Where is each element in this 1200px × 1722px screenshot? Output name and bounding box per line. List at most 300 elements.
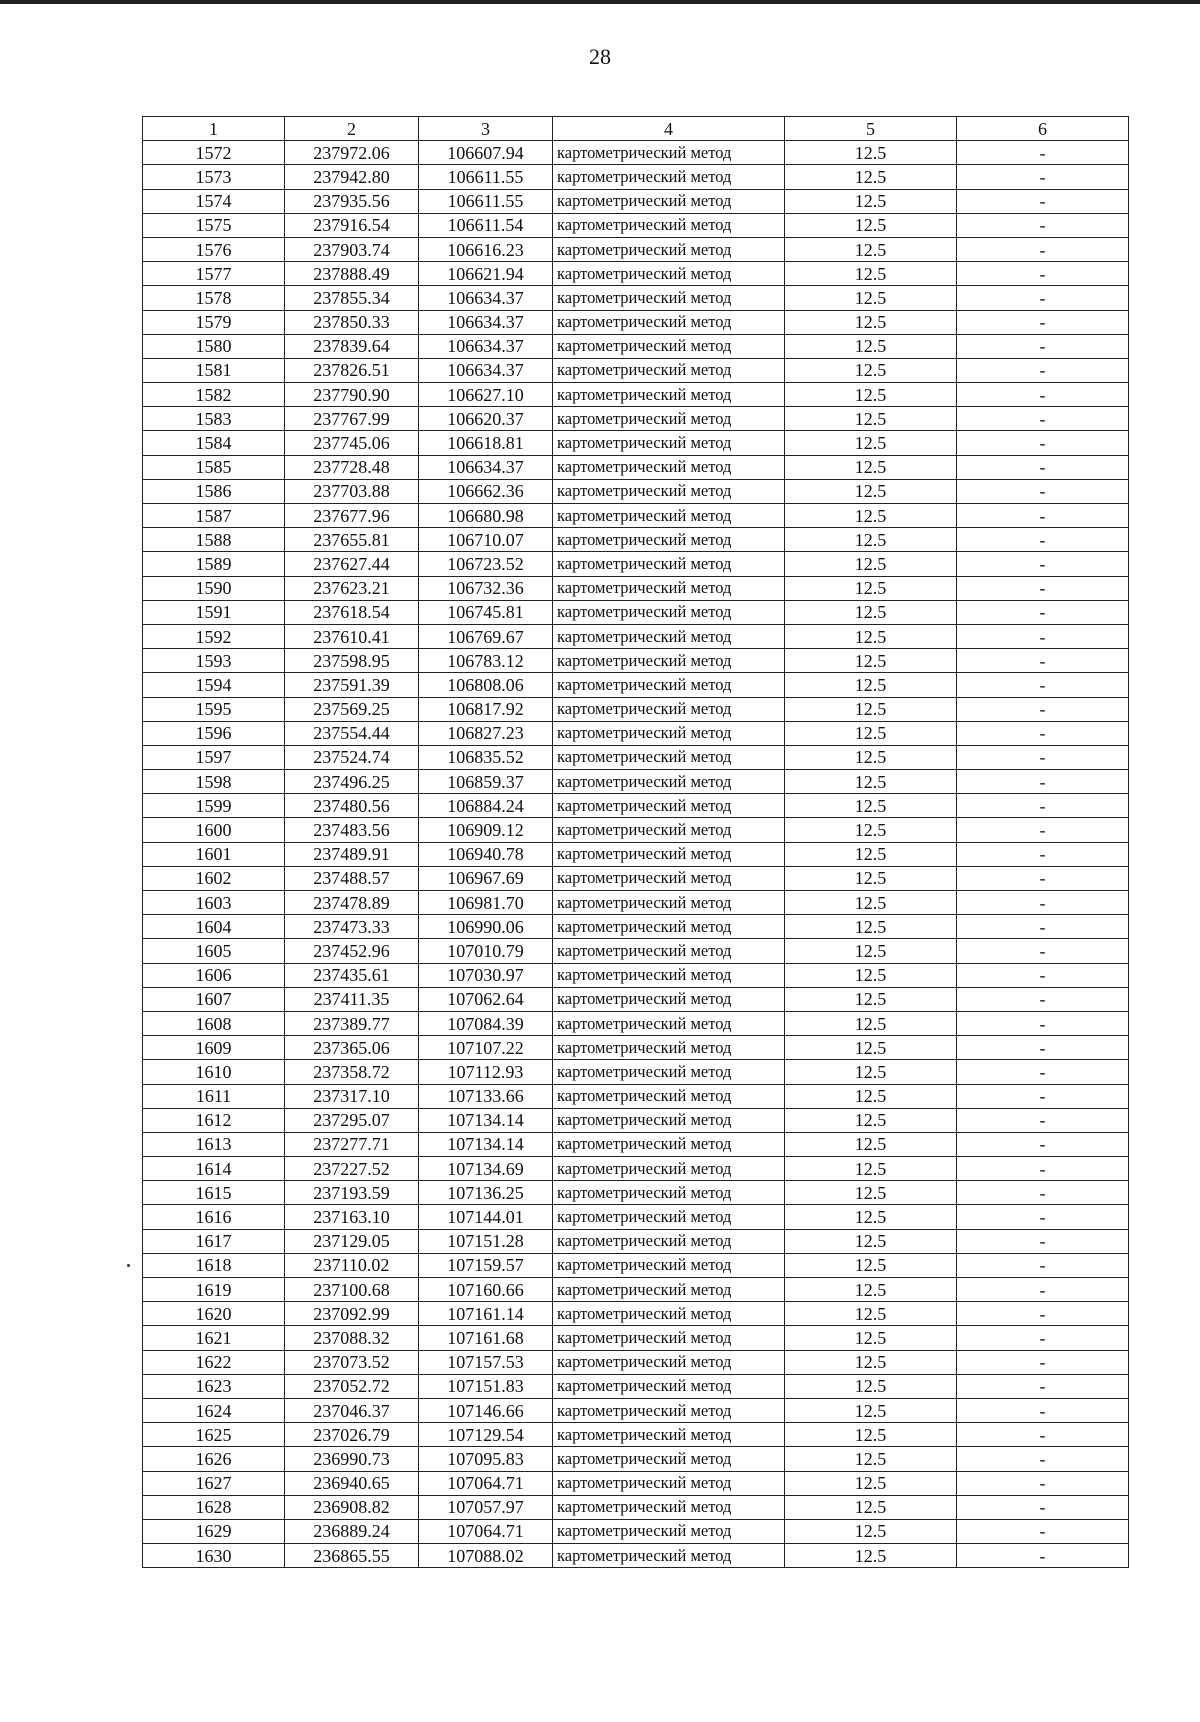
- coordinates-table: [142, 116, 1129, 1568]
- accuracy-cell: 12.5: [785, 1447, 957, 1471]
- method-cell: картометрический метод: [553, 141, 785, 165]
- point-number-cell: 1616: [143, 1205, 285, 1229]
- table-row: [143, 334, 1129, 358]
- y-coordinate-cell: 106732.36: [419, 576, 553, 600]
- y-coordinate-cell: 106607.94: [419, 141, 553, 165]
- y-coordinate-cell: 106621.94: [419, 262, 553, 286]
- x-coordinate-cell: 237365.06: [285, 1036, 419, 1060]
- note-cell: -: [957, 963, 1129, 987]
- y-coordinate-cell: 107084.39: [419, 1011, 553, 1035]
- method-cell: картометрический метод: [553, 794, 785, 818]
- table-row: [143, 1181, 1129, 1205]
- x-coordinate-cell: 237728.48: [285, 455, 419, 479]
- method-cell: картометрический метод: [553, 1181, 785, 1205]
- method-cell: картометрический метод: [553, 407, 785, 431]
- y-coordinate-cell: 106835.52: [419, 745, 553, 769]
- table-row: [143, 1036, 1129, 1060]
- method-cell: картометрический метод: [553, 600, 785, 624]
- table-row: [143, 1326, 1129, 1350]
- x-coordinate-cell: 236865.55: [285, 1544, 419, 1568]
- note-cell: -: [957, 383, 1129, 407]
- note-cell: -: [957, 818, 1129, 842]
- y-coordinate-cell: 107010.79: [419, 939, 553, 963]
- note-cell: -: [957, 310, 1129, 334]
- y-coordinate-cell: 106940.78: [419, 842, 553, 866]
- point-number-cell: 1591: [143, 600, 285, 624]
- accuracy-cell: 12.5: [785, 600, 957, 624]
- point-number-cell: 1595: [143, 697, 285, 721]
- point-number-cell: 1582: [143, 383, 285, 407]
- accuracy-cell: 12.5: [785, 1398, 957, 1422]
- y-coordinate-cell: 106616.23: [419, 237, 553, 261]
- accuracy-cell: 12.5: [785, 1350, 957, 1374]
- method-cell: картометрический метод: [553, 1132, 785, 1156]
- table-row: [143, 818, 1129, 842]
- point-number-cell: 1593: [143, 649, 285, 673]
- note-cell: -: [957, 721, 1129, 745]
- point-number-cell: 1624: [143, 1398, 285, 1422]
- note-cell: -: [957, 576, 1129, 600]
- x-coordinate-cell: 237480.56: [285, 794, 419, 818]
- method-cell: картометрический метод: [553, 624, 785, 648]
- table-row: [143, 1495, 1129, 1519]
- accuracy-cell: 12.5: [785, 939, 957, 963]
- method-cell: картометрический метод: [553, 334, 785, 358]
- table-row: [143, 1132, 1129, 1156]
- accuracy-cell: 12.5: [785, 576, 957, 600]
- method-cell: картометрический метод: [553, 383, 785, 407]
- y-coordinate-cell: 106884.24: [419, 794, 553, 818]
- table-row: [143, 1084, 1129, 1108]
- point-number-cell: 1621: [143, 1326, 285, 1350]
- table-row: [143, 891, 1129, 915]
- accuracy-cell: 12.5: [785, 1036, 957, 1060]
- x-coordinate-cell: 237935.56: [285, 189, 419, 213]
- column-header: 2: [285, 117, 419, 141]
- point-number-cell: 1619: [143, 1278, 285, 1302]
- point-number-cell: 1599: [143, 794, 285, 818]
- point-number-cell: 1586: [143, 479, 285, 503]
- x-coordinate-cell: 237110.02: [285, 1253, 419, 1277]
- x-coordinate-cell: 237524.74: [285, 745, 419, 769]
- x-coordinate-cell: 237888.49: [285, 262, 419, 286]
- point-number-cell: 1587: [143, 504, 285, 528]
- y-coordinate-cell: 107161.68: [419, 1326, 553, 1350]
- column-header: 5: [785, 117, 957, 141]
- accuracy-cell: 12.5: [785, 818, 957, 842]
- x-coordinate-cell: 237163.10: [285, 1205, 419, 1229]
- point-number-cell: 1613: [143, 1132, 285, 1156]
- note-cell: -: [957, 1253, 1129, 1277]
- accuracy-cell: 12.5: [785, 407, 957, 431]
- point-number-cell: 1578: [143, 286, 285, 310]
- x-coordinate-cell: 237554.44: [285, 721, 419, 745]
- column-header: 6: [957, 117, 1129, 141]
- point-number-cell: 1580: [143, 334, 285, 358]
- point-number-cell: 1585: [143, 455, 285, 479]
- y-coordinate-cell: 107129.54: [419, 1423, 553, 1447]
- method-cell: картометрический метод: [553, 770, 785, 794]
- y-coordinate-cell: 106627.10: [419, 383, 553, 407]
- point-number-cell: 1628: [143, 1495, 285, 1519]
- method-cell: картометрический метод: [553, 1229, 785, 1253]
- note-cell: -: [957, 1011, 1129, 1035]
- accuracy-cell: 12.5: [785, 1084, 957, 1108]
- method-cell: картометрический метод: [553, 189, 785, 213]
- method-cell: картометрический метод: [553, 479, 785, 503]
- table-row: [143, 1011, 1129, 1035]
- x-coordinate-cell: 237073.52: [285, 1350, 419, 1374]
- x-coordinate-cell: 237358.72: [285, 1060, 419, 1084]
- y-coordinate-cell: 106783.12: [419, 649, 553, 673]
- point-number-cell: 1603: [143, 891, 285, 915]
- note-cell: -: [957, 939, 1129, 963]
- accuracy-cell: 12.5: [785, 649, 957, 673]
- accuracy-cell: 12.5: [785, 1011, 957, 1035]
- accuracy-cell: 12.5: [785, 1519, 957, 1543]
- y-coordinate-cell: 106990.06: [419, 915, 553, 939]
- table-row: [143, 504, 1129, 528]
- note-cell: -: [957, 1544, 1129, 1568]
- y-coordinate-cell: 107030.97: [419, 963, 553, 987]
- accuracy-cell: 12.5: [785, 915, 957, 939]
- scan-top-edge: [0, 0, 1200, 4]
- table-row: [143, 479, 1129, 503]
- accuracy-cell: 12.5: [785, 1108, 957, 1132]
- accuracy-cell: 12.5: [785, 1423, 957, 1447]
- accuracy-cell: 12.5: [785, 504, 957, 528]
- method-cell: картометрический метод: [553, 1278, 785, 1302]
- y-coordinate-cell: 106620.37: [419, 407, 553, 431]
- method-cell: картометрический метод: [553, 576, 785, 600]
- table-row: [143, 963, 1129, 987]
- note-cell: -: [957, 1374, 1129, 1398]
- table-row: [143, 673, 1129, 697]
- table-row: [143, 431, 1129, 455]
- accuracy-cell: 12.5: [785, 431, 957, 455]
- method-cell: картометрический метод: [553, 213, 785, 237]
- page-number: 28: [589, 44, 611, 69]
- accuracy-cell: 12.5: [785, 141, 957, 165]
- y-coordinate-cell: 107057.97: [419, 1495, 553, 1519]
- accuracy-cell: 12.5: [785, 358, 957, 382]
- method-cell: картометрический метод: [553, 1253, 785, 1277]
- x-coordinate-cell: 237850.33: [285, 310, 419, 334]
- y-coordinate-cell: 107064.71: [419, 1471, 553, 1495]
- y-coordinate-cell: 107136.25: [419, 1181, 553, 1205]
- method-cell: картометрический метод: [553, 310, 785, 334]
- y-coordinate-cell: 107088.02: [419, 1544, 553, 1568]
- y-coordinate-cell: 107160.66: [419, 1278, 553, 1302]
- y-coordinate-cell: 106680.98: [419, 504, 553, 528]
- y-coordinate-cell: 106634.37: [419, 334, 553, 358]
- x-coordinate-cell: 236990.73: [285, 1447, 419, 1471]
- y-coordinate-cell: 107107.22: [419, 1036, 553, 1060]
- table-row: [143, 407, 1129, 431]
- point-number-cell: 1606: [143, 963, 285, 987]
- y-coordinate-cell: 107159.57: [419, 1253, 553, 1277]
- table-row: [143, 358, 1129, 382]
- point-number-cell: 1572: [143, 141, 285, 165]
- accuracy-cell: 12.5: [785, 1544, 957, 1568]
- method-cell: картометрический метод: [553, 1326, 785, 1350]
- y-coordinate-cell: 107134.14: [419, 1108, 553, 1132]
- table-row: [143, 1447, 1129, 1471]
- point-number-cell: 1596: [143, 721, 285, 745]
- x-coordinate-cell: 236889.24: [285, 1519, 419, 1543]
- point-number-cell: 1577: [143, 262, 285, 286]
- point-number-cell: 1620: [143, 1302, 285, 1326]
- accuracy-cell: 12.5: [785, 334, 957, 358]
- table-row: [143, 455, 1129, 479]
- table-row: [143, 262, 1129, 286]
- note-cell: -: [957, 1036, 1129, 1060]
- method-cell: картометрический метод: [553, 1374, 785, 1398]
- y-coordinate-cell: 106634.37: [419, 358, 553, 382]
- note-cell: -: [957, 1157, 1129, 1181]
- method-cell: картометрический метод: [553, 431, 785, 455]
- method-cell: картометрический метод: [553, 262, 785, 286]
- note-cell: -: [957, 1229, 1129, 1253]
- x-coordinate-cell: 237703.88: [285, 479, 419, 503]
- note-cell: -: [957, 1495, 1129, 1519]
- method-cell: картометрический метод: [553, 939, 785, 963]
- x-coordinate-cell: 237026.79: [285, 1423, 419, 1447]
- note-cell: -: [957, 1278, 1129, 1302]
- table-row: [143, 1471, 1129, 1495]
- accuracy-cell: 12.5: [785, 794, 957, 818]
- point-number-cell: 1615: [143, 1181, 285, 1205]
- y-coordinate-cell: 106745.81: [419, 600, 553, 624]
- x-coordinate-cell: 237903.74: [285, 237, 419, 261]
- x-coordinate-cell: 237972.06: [285, 141, 419, 165]
- y-coordinate-cell: 106634.37: [419, 310, 553, 334]
- x-coordinate-cell: 237569.25: [285, 697, 419, 721]
- accuracy-cell: 12.5: [785, 1326, 957, 1350]
- note-cell: -: [957, 262, 1129, 286]
- y-coordinate-cell: 106808.06: [419, 673, 553, 697]
- point-number-cell: 1584: [143, 431, 285, 455]
- x-coordinate-cell: 237496.25: [285, 770, 419, 794]
- accuracy-cell: 12.5: [785, 1205, 957, 1229]
- accuracy-cell: 12.5: [785, 1132, 957, 1156]
- y-coordinate-cell: 107157.53: [419, 1350, 553, 1374]
- table-header-row: [143, 117, 1129, 141]
- y-coordinate-cell: 107062.64: [419, 987, 553, 1011]
- method-cell: картометрический метод: [553, 891, 785, 915]
- accuracy-cell: 12.5: [785, 213, 957, 237]
- point-number-cell: 1626: [143, 1447, 285, 1471]
- y-coordinate-cell: 107161.14: [419, 1302, 553, 1326]
- note-cell: -: [957, 745, 1129, 769]
- method-cell: картометрический метод: [553, 1471, 785, 1495]
- method-cell: картометрический метод: [553, 842, 785, 866]
- point-number-cell: 1618: [143, 1253, 285, 1277]
- note-cell: -: [957, 358, 1129, 382]
- x-coordinate-cell: 237618.54: [285, 600, 419, 624]
- note-cell: -: [957, 237, 1129, 261]
- method-cell: картометрический метод: [553, 1011, 785, 1035]
- point-number-cell: 1610: [143, 1060, 285, 1084]
- table-row: [143, 939, 1129, 963]
- table-row: [143, 1374, 1129, 1398]
- x-coordinate-cell: 237855.34: [285, 286, 419, 310]
- accuracy-cell: 12.5: [785, 1229, 957, 1253]
- note-cell: -: [957, 1205, 1129, 1229]
- method-cell: картометрический метод: [553, 963, 785, 987]
- x-coordinate-cell: 237092.99: [285, 1302, 419, 1326]
- note-cell: -: [957, 1132, 1129, 1156]
- y-coordinate-cell: 107064.71: [419, 1519, 553, 1543]
- accuracy-cell: 12.5: [785, 479, 957, 503]
- accuracy-cell: 12.5: [785, 721, 957, 745]
- table-row: [143, 1519, 1129, 1543]
- y-coordinate-cell: 107134.14: [419, 1132, 553, 1156]
- method-cell: картометрический метод: [553, 1423, 785, 1447]
- method-cell: картометрический метод: [553, 745, 785, 769]
- method-cell: картометрический метод: [553, 1205, 785, 1229]
- accuracy-cell: 12.5: [785, 528, 957, 552]
- point-number-cell: 1598: [143, 770, 285, 794]
- table-row: [143, 624, 1129, 648]
- note-cell: -: [957, 528, 1129, 552]
- note-cell: -: [957, 479, 1129, 503]
- note-cell: -: [957, 673, 1129, 697]
- x-coordinate-cell: 237411.35: [285, 987, 419, 1011]
- table-row: [143, 1423, 1129, 1447]
- y-coordinate-cell: 107151.28: [419, 1229, 553, 1253]
- table-row: [143, 1060, 1129, 1084]
- x-coordinate-cell: 237389.77: [285, 1011, 419, 1035]
- note-cell: -: [957, 697, 1129, 721]
- table-row: [143, 237, 1129, 261]
- note-cell: -: [957, 1447, 1129, 1471]
- accuracy-cell: 12.5: [785, 165, 957, 189]
- point-number-cell: 1576: [143, 237, 285, 261]
- method-cell: картометрический метод: [553, 358, 785, 382]
- x-coordinate-cell: 237052.72: [285, 1374, 419, 1398]
- note-cell: -: [957, 165, 1129, 189]
- table-row: [143, 1278, 1129, 1302]
- method-cell: картометрический метод: [553, 237, 785, 261]
- y-coordinate-cell: 106981.70: [419, 891, 553, 915]
- table-row: [143, 842, 1129, 866]
- x-coordinate-cell: 237488.57: [285, 866, 419, 890]
- accuracy-cell: 12.5: [785, 1181, 957, 1205]
- accuracy-cell: 12.5: [785, 1060, 957, 1084]
- table-row: [143, 649, 1129, 673]
- accuracy-cell: 12.5: [785, 1374, 957, 1398]
- y-coordinate-cell: 107112.93: [419, 1060, 553, 1084]
- accuracy-cell: 12.5: [785, 770, 957, 794]
- note-cell: -: [957, 431, 1129, 455]
- point-number-cell: 1604: [143, 915, 285, 939]
- point-number-cell: 1579: [143, 310, 285, 334]
- x-coordinate-cell: 237483.56: [285, 818, 419, 842]
- point-number-cell: 1607: [143, 987, 285, 1011]
- column-header: 4: [553, 117, 785, 141]
- y-coordinate-cell: 106611.55: [419, 165, 553, 189]
- table-row: [143, 576, 1129, 600]
- table-row: [143, 1205, 1129, 1229]
- x-coordinate-cell: 237623.21: [285, 576, 419, 600]
- point-number-cell: 1609: [143, 1036, 285, 1060]
- accuracy-cell: 12.5: [785, 866, 957, 890]
- accuracy-cell: 12.5: [785, 891, 957, 915]
- accuracy-cell: 12.5: [785, 1471, 957, 1495]
- x-coordinate-cell: 237088.32: [285, 1326, 419, 1350]
- accuracy-cell: 12.5: [785, 1253, 957, 1277]
- x-coordinate-cell: 237745.06: [285, 431, 419, 455]
- note-cell: -: [957, 842, 1129, 866]
- x-coordinate-cell: 237277.71: [285, 1132, 419, 1156]
- accuracy-cell: 12.5: [785, 1157, 957, 1181]
- method-cell: картометрический метод: [553, 1302, 785, 1326]
- y-coordinate-cell: 106967.69: [419, 866, 553, 890]
- y-coordinate-cell: 107144.01: [419, 1205, 553, 1229]
- note-cell: -: [957, 770, 1129, 794]
- table-row: [143, 987, 1129, 1011]
- table-row: [143, 213, 1129, 237]
- note-cell: -: [957, 600, 1129, 624]
- note-cell: -: [957, 334, 1129, 358]
- note-cell: -: [957, 1108, 1129, 1132]
- table-row: [143, 745, 1129, 769]
- table-row: [143, 189, 1129, 213]
- x-coordinate-cell: 237942.80: [285, 165, 419, 189]
- note-cell: -: [957, 407, 1129, 431]
- x-coordinate-cell: 237591.39: [285, 673, 419, 697]
- note-cell: -: [957, 987, 1129, 1011]
- method-cell: картометрический метод: [553, 1108, 785, 1132]
- accuracy-cell: 12.5: [785, 1495, 957, 1519]
- y-coordinate-cell: 107133.66: [419, 1084, 553, 1108]
- note-cell: -: [957, 552, 1129, 576]
- accuracy-cell: 12.5: [785, 624, 957, 648]
- accuracy-cell: 12.5: [785, 189, 957, 213]
- point-number-cell: 1612: [143, 1108, 285, 1132]
- x-coordinate-cell: 237193.59: [285, 1181, 419, 1205]
- method-cell: картометрический метод: [553, 915, 785, 939]
- point-number-cell: 1627: [143, 1471, 285, 1495]
- x-coordinate-cell: 237489.91: [285, 842, 419, 866]
- note-cell: -: [957, 1423, 1129, 1447]
- note-cell: -: [957, 213, 1129, 237]
- point-number-cell: 1629: [143, 1519, 285, 1543]
- method-cell: картометрический метод: [553, 1036, 785, 1060]
- note-cell: -: [957, 141, 1129, 165]
- point-number-cell: 1622: [143, 1350, 285, 1374]
- x-coordinate-cell: 237473.33: [285, 915, 419, 939]
- table-row: [143, 165, 1129, 189]
- point-number-cell: 1625: [143, 1423, 285, 1447]
- table-row: [143, 1229, 1129, 1253]
- accuracy-cell: 12.5: [785, 842, 957, 866]
- x-coordinate-cell: 237435.61: [285, 963, 419, 987]
- method-cell: картометрический метод: [553, 649, 785, 673]
- x-coordinate-cell: 237839.64: [285, 334, 419, 358]
- table-row: [143, 1302, 1129, 1326]
- note-cell: -: [957, 1519, 1129, 1543]
- x-coordinate-cell: 237916.54: [285, 213, 419, 237]
- point-number-cell: 1611: [143, 1084, 285, 1108]
- note-cell: -: [957, 1326, 1129, 1350]
- y-coordinate-cell: 106817.92: [419, 697, 553, 721]
- table-body: [143, 141, 1129, 1568]
- method-cell: картометрический метод: [553, 1350, 785, 1374]
- y-coordinate-cell: 106710.07: [419, 528, 553, 552]
- note-cell: -: [957, 1302, 1129, 1326]
